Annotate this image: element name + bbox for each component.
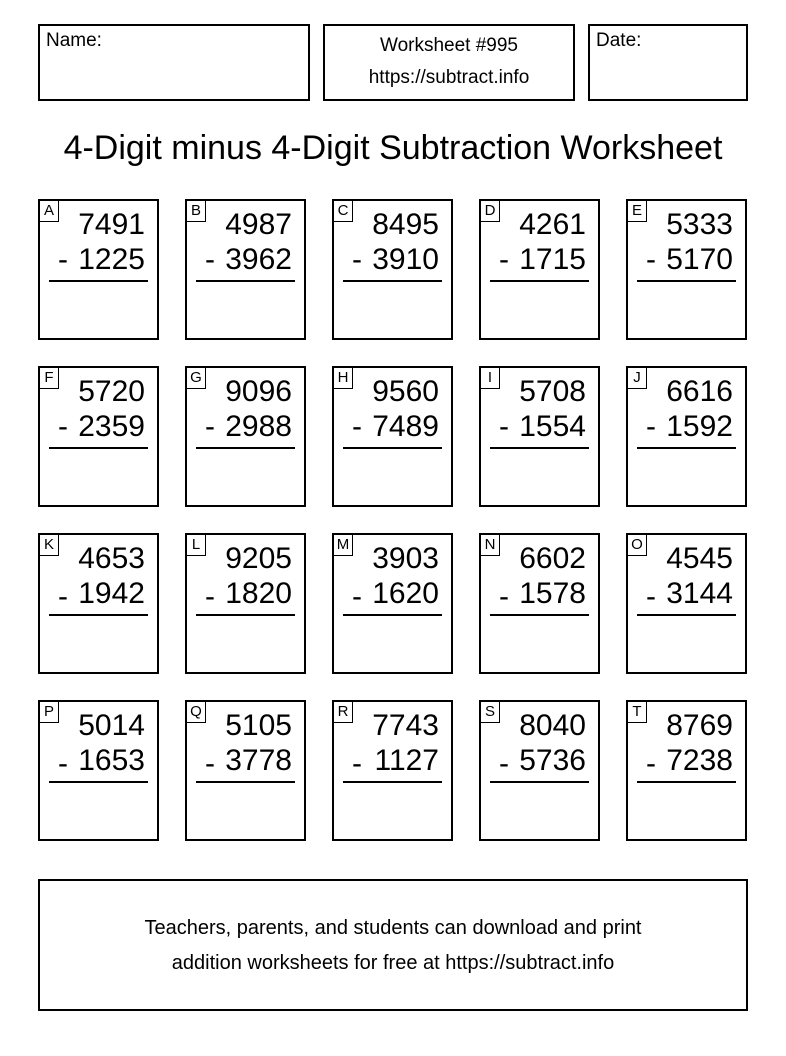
name-field-box[interactable]: [38, 24, 310, 101]
minuend: 5014: [78, 709, 145, 742]
minuend: 7491: [78, 208, 145, 241]
subtrahend: 5736: [519, 744, 586, 777]
problem-letter: R: [334, 702, 353, 723]
worksheet-info-box: [323, 24, 575, 101]
problem-letter: L: [187, 535, 206, 556]
footer-box: [38, 879, 748, 1011]
problem-box: [38, 533, 159, 674]
minus-sign: -: [646, 410, 656, 443]
minuend: 9205: [225, 542, 292, 575]
footer-line-2: addition worksheets for free at https://subtract.info: [171, 952, 615, 974]
problem-letter: T: [628, 702, 647, 723]
subtrahend: 3778: [225, 744, 292, 777]
answer-line: [637, 447, 736, 449]
problem-letter: A: [40, 201, 59, 222]
problem-letter: K: [40, 535, 59, 556]
answer-line: [490, 280, 589, 282]
problem-box: [332, 700, 453, 841]
problem-box: [38, 366, 159, 507]
answer-line: [49, 614, 148, 616]
footer-line-1: Teachers, parents, and students can download and print: [144, 917, 642, 939]
minus-sign: -: [352, 747, 362, 780]
subtrahend: 3910: [372, 243, 439, 276]
subtrahend: 1653: [78, 744, 145, 777]
subtrahend: 1592: [666, 410, 733, 443]
minus-sign: -: [58, 410, 68, 443]
problem-letter: G: [187, 368, 206, 389]
problem-box: [185, 366, 306, 507]
answer-line: [196, 781, 295, 783]
problem-letter: J: [628, 368, 647, 389]
page-title: 4-Digit minus 4-Digit Subtraction Worksheet: [63, 129, 723, 167]
answer-line: [343, 280, 442, 282]
minus-sign: -: [646, 243, 656, 276]
minus-sign: -: [58, 580, 68, 613]
minuend: 4545: [666, 542, 733, 575]
date-label: Date:: [596, 30, 642, 51]
subtrahend: 1554: [519, 410, 586, 443]
minuend: 5105: [225, 709, 292, 742]
problem-box: [332, 366, 453, 507]
minuend: 8040: [519, 709, 586, 742]
answer-line: [49, 781, 148, 783]
minuend: 8495: [372, 208, 439, 241]
subtrahend: 5170: [666, 243, 733, 276]
worksheet-url: https://subtract.info: [368, 67, 530, 88]
problem-box: [479, 199, 600, 340]
problem-letter: N: [481, 535, 500, 556]
minuend: 5708: [519, 375, 586, 408]
problem-letter: F: [40, 368, 59, 389]
minus-sign: -: [499, 580, 509, 613]
answer-line: [49, 280, 148, 282]
subtrahend: 2359: [78, 410, 145, 443]
minus-sign: -: [646, 580, 656, 613]
minuend: 6602: [519, 542, 586, 575]
problem-letter: S: [481, 702, 500, 723]
minus-sign: -: [352, 243, 362, 276]
problem-box: [626, 199, 747, 340]
problem-letter: C: [334, 201, 353, 222]
minuend: 4261: [519, 208, 586, 241]
answer-line: [490, 447, 589, 449]
answer-line: [49, 447, 148, 449]
minuend: 4653: [78, 542, 145, 575]
answer-line: [490, 781, 589, 783]
problem-letter: Q: [187, 702, 206, 723]
minus-sign: -: [499, 747, 509, 780]
minuend: 3903: [372, 542, 439, 575]
answer-line: [196, 447, 295, 449]
minuend: 7743: [372, 709, 439, 742]
minus-sign: -: [58, 243, 68, 276]
problem-letter: O: [628, 535, 647, 556]
name-label: Name:: [46, 30, 102, 51]
problem-box: [332, 199, 453, 340]
worksheet-number: Worksheet #995: [379, 35, 518, 56]
subtrahend: 1715: [519, 243, 586, 276]
subtrahend: 1820: [225, 577, 292, 610]
minuend: 9096: [225, 375, 292, 408]
problem-letter: I: [481, 368, 500, 389]
answer-line: [637, 614, 736, 616]
problem-box: [332, 533, 453, 674]
minuend: 6616: [666, 375, 733, 408]
answer-line: [490, 614, 589, 616]
answer-line: [343, 781, 442, 783]
subtrahend: 1620: [372, 577, 439, 610]
minus-sign: -: [58, 747, 68, 780]
subtrahend: 3144: [666, 577, 733, 610]
answer-line: [196, 280, 295, 282]
minus-sign: -: [499, 243, 509, 276]
minuend: 8769: [666, 709, 733, 742]
problem-box: [38, 199, 159, 340]
minus-sign: -: [205, 243, 215, 276]
minus-sign: -: [499, 410, 509, 443]
subtrahend: 1127: [374, 744, 439, 777]
answer-line: [343, 447, 442, 449]
answer-line: [637, 280, 736, 282]
problem-box: [626, 366, 747, 507]
subtrahend: 7238: [666, 744, 733, 777]
minus-sign: -: [205, 747, 215, 780]
problem-box: [185, 199, 306, 340]
minuend: 5333: [666, 208, 733, 241]
minuend: 5720: [78, 375, 145, 408]
date-field-box[interactable]: [588, 24, 748, 101]
problem-box: [626, 533, 747, 674]
minus-sign: -: [205, 580, 215, 613]
problem-box: [185, 533, 306, 674]
problem-box: [185, 700, 306, 841]
minus-sign: -: [205, 410, 215, 443]
subtrahend: 3962: [225, 243, 292, 276]
problem-box: [479, 366, 600, 507]
answer-line: [343, 614, 442, 616]
problem-box: [479, 533, 600, 674]
problem-letter: P: [40, 702, 59, 723]
minuend: 4987: [225, 208, 292, 241]
answer-line: [637, 781, 736, 783]
problem-box: [38, 700, 159, 841]
subtrahend: 7489: [372, 410, 439, 443]
problem-letter: H: [334, 368, 353, 389]
problem-letter: M: [334, 535, 353, 556]
subtrahend: 2988: [225, 410, 292, 443]
problem-letter: B: [187, 201, 206, 222]
minus-sign: -: [352, 580, 362, 613]
subtrahend: 1225: [78, 243, 145, 276]
subtrahend: 1942: [78, 577, 145, 610]
problem-box: [626, 700, 747, 841]
minus-sign: -: [646, 747, 656, 780]
problem-letter: E: [628, 201, 647, 222]
problem-box: [479, 700, 600, 841]
problem-letter: D: [481, 201, 500, 222]
subtrahend: 1578: [519, 577, 586, 610]
minus-sign: -: [352, 410, 362, 443]
answer-line: [196, 614, 295, 616]
minuend: 9560: [372, 375, 439, 408]
